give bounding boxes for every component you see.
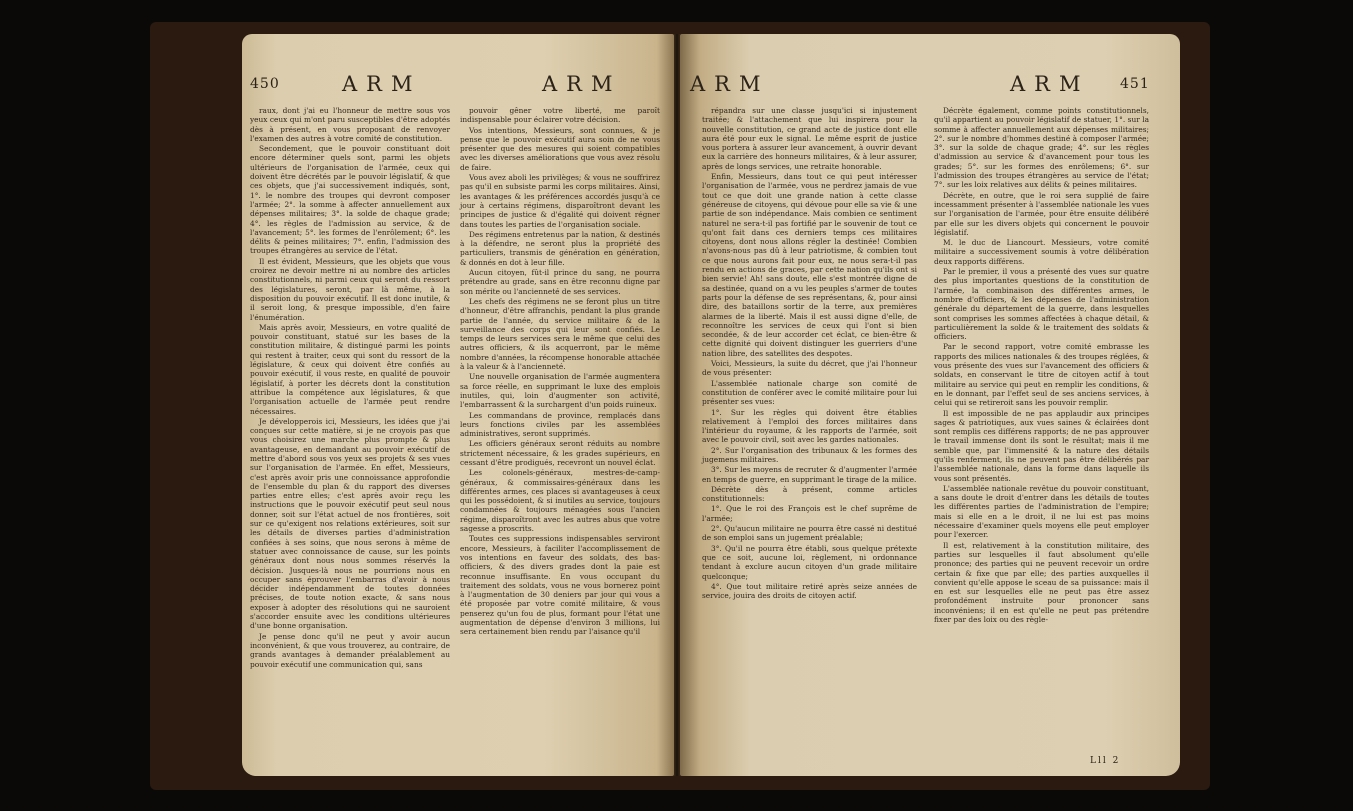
paragraph: Toutes ces suppressions indispensables serviront encore, Messieurs, à faciliter l'accomplissement de vos intentions en faveur des soldats, des bas-officiers, & des divers grades dont la paie est reconnue insuffisante. En vous occupant du traitement des soldats, vous ne vous bornerez point à l'augmentation de 30 deniers par jour qui vous a été proposée par votre comité militaire, & vous penserez qu'un fou de plus, formant pour l'état une augmentation de dépense d'environ 3 millions, lui sera certainement bien rendu par l'aisance qu'il xyxy=(460,534,660,637)
running-head: ARM xyxy=(342,72,422,96)
paragraph: pouvoir gêner votre liberté, me paroît indispensable pour éclairer votre décision. xyxy=(460,106,660,125)
paragraph: 2°. Qu'aucun militaire ne pourra être cassé ni destitué de son emploi sans un jugement préalable; xyxy=(702,524,917,543)
paragraph: 3°. Qu'il ne pourra être établi, sous quelque prétexte que ce soit, aucune loi, règlement, ni ordonnance tendant à exclure aucun citoyen d'un grade militaire quelconque; xyxy=(702,543,917,581)
paragraph: Des régimens entretenus par la nation, & destinés à la défendre, ne seront plus la propriété des particuliers, transmis de génération en génération, & donnés en dot à leur fille. xyxy=(460,229,660,267)
paragraph: Il est impossible de ne pas applaudir aux principes sages & patriotiques, aux vues saines & éclairées dont sont remplis ces différens rapports; de ne pas approuver le travail immense dont ils sont le résultat; mais il me semble que, par l'immensité & la nature des détails qu'ils renferment, ils ne peuvent pas être délibérés par l'assemblée nationale, dans la forme dans laquelle ils vous sont présentés. xyxy=(934,408,1149,483)
paragraph: Les commandans de province, remplacés dans leurs fonctions civiles par les assemblées administratives, seront supprimés. xyxy=(460,410,660,439)
paragraph: Par le second rapport, votre comité embrasse les rapports des milices nationales & des troupes réglées, & vous présente des vues sur l'avancement des officiers & soldats, en conservant le titre de citoyen actif à tout militaire au service qui peut en remplir les conditions, & en le donnant, par l'effet seul de ses anciens services, à celui qui se retireroit sans les pouvoir remplir. xyxy=(934,342,1149,408)
paragraph: Il est, relativement à la constitution militaire, des parties sur lesquelles il faut absolument qu'elle prononce; des parties qui ne peuvent recevoir un ordre certain & fixe que par elle; des parties auxquelles il convient qu'elle appose le sceau de sa puissance: mais il en est sur lesquelles elle ne peut pas être assez profondément instruite pour prononcer sans inconvéniens; il en est qu'elle ne peut pas prétendre fixer par des loix ou des règle- xyxy=(934,540,1149,625)
paragraph: Mais après avoir, Messieurs, en votre qualité de pouvoir constituant, statué sur les bases de la constitution militaire, & distingué parmi les points qui restent à traiter, ceux qui sont du ressort de la législature, & ceux qui doivent être confiés au pouvoir exécutif, il vous reste, en qualité de pouvoir législatif, à porter les décrets dont la constitution attribue la compétence aux législatures, & que l'organisation actuelle de l'armée peut rendre nécessaires. xyxy=(250,322,450,416)
left-column-1 xyxy=(250,106,450,670)
paragraph: Par le premier, il vous a présenté des vues sur quatre des plus importantes questions de la constitution de l'armée, la combinaison des différentes armes, le nombre d'officiers, & les dépenses de l'administration générale du département de la guerre, dans lesquelles sont comprises les sommes affectées à chaque détail, & particulièrement la solde & le traitement des soldats & officiers. xyxy=(934,267,1149,342)
paragraph: Je pense donc qu'il ne peut y avoir aucun inconvénient, & que vous trouverez, au contraire, de grands avantages à demander préalablement au pouvoir exécutif une communication qui, sans xyxy=(250,631,450,669)
paragraph: Il est évident, Messieurs, que les objets que vous croirez ne devoir mettre ni au nombre des articles constitutionnels, ni parmi ceux qui seront du ressort des législatures, seront, par là même, à la disposition du pouvoir exécutif. Il est donc inutile, & il seroit long, & presque impossible, d'en faire l'énumération. xyxy=(250,256,450,322)
paragraph: Les colonels-généraux, mestres-de-camp-généraux, & commissaires-généraux dans les différentes armes, ces places si avantageuses à ceux qui les possédoient, & si inutiles au service, toujours condamnées & toujours ménagées sous l'ancien régime, disparoîtront avec les autres abus que votre sagesse a proscrits. xyxy=(460,468,660,534)
paragraph: répandra sur une classe jusqu'ici si injustement traitée; & l'attachement que lui inspirera pour la nouvelle constitution, ce grand acte de justice dont elle aura été pour eux le signal. Le même esprit de justice vous portera à assurer leur avancement, à ouvrir devant eux la carrière des honneurs militaires, & à leur assurer, après de longs services, une retraite honorable. xyxy=(702,106,917,171)
paragraph: L'assemblée nationale revêtue du pouvoir constituant, a sans doute le droit d'entrer dans les détails de toutes les différentes parties de l'administration de l'empire; mais si elle en a le droit, il ne lui est pas moins nécessaire d'examiner quels moyens elle peut employer pour l'exercer. xyxy=(934,483,1149,540)
running-head-repeat: ARM xyxy=(542,72,622,96)
paragraph: Les officiers généraux seront réduits au nombre strictement nécessaire, & les grades supérieurs, en cessant d'être prodigués, recevront un nouvel éclat. xyxy=(460,439,660,467)
right-page-header xyxy=(680,72,1180,102)
paragraph: 2°. Sur l'organisation des tribunaux & les formes des jugemens militaires. xyxy=(702,445,917,464)
left-page-header xyxy=(242,72,674,102)
paragraph: 1°. Sur les règles qui doivent être établies relativement à l'emploi des forces militaires dans l'intérieur du royaume, & les rapports de l'armée, soit avec le pouvoir civil, soit avec les gardes nationales. xyxy=(702,407,917,445)
paragraph: Je développerois ici, Messieurs, les idées que j'ai conçues sur cette matière, si je ne croyois pas que vous choisirez une marche plus prompte & plus avantageuse, en demandant au pouvoir exécutif de mettre d'abord sous vos yeux ses projets & ses vues sur l'organisation de l'armée. En effet, Messieurs, c'est après avoir pris une connoissance approfondie de l'ensemble du plan & du rapport des diverses parties entre elles; c'est après avoir reçu les instructions que le pouvoir exécutif peut seul nous donner, soit sur l'état actuel de nos frontières, soit sur ce qu'exigent nos relations extérieures, soit sur les détails de diverses parties d'administration confiées à ses soins, que nous serons à même de statuer avec connoissance de cause, sur les points généraux dont nous nous sommes réservés la décision. Jusques-là nous ne pourrions nous en occuper sans éprouver l'embarras d'avoir à nous décider indépendamment de toutes données précises, de toute notion exacte, & sans nous exposer à adopter des résolutions qui ne sauroient s'accorder ensuite avec les conditions ultérieures d'une bonne organisation. xyxy=(250,416,450,631)
paragraph: Secondement, que le pouvoir constituant doit encore déterminer quels sont, parmi les objets ultérieurs de l'organisation de l'armée, ceux qui doivent être décrétés par le pouvoir législatif, & que ces objets, que j'ai successivement indiqués, sont, 1°. le nombre des troupes qui devront composer l'armée; 2°. la somme à affecter annuellement aux dépenses militaires; 3°. la solde de chaque grade; 4°. les règles de l'admission au service, & de l'avancement; 5°. les formes de l'enrôlement; 6°. les délits & peines militaires; 7°. enfin, l'admission des troupes étrangères au service de l'état. xyxy=(250,144,450,256)
paragraph: Vous avez aboli les privilèges; & vous ne souffrirez pas qu'il en subsiste parmi les corps militaires. Ainsi, les avantages & les préférences accordés jusqu'à ce jour à certains régimens, disparoîtront devant les principes de justice & d'égalité qui doivent régner dans toutes les parties de l'organisation sociale. xyxy=(460,173,660,229)
paragraph: Aucun citoyen, fût-il prince du sang, ne pourra prétendre au grade, sans en être reconnu digne par son mérite ou l'ancienneté de ses services. xyxy=(460,268,660,296)
paragraph: Décrète dès à présent, comme articles constitutionnels: xyxy=(702,484,917,504)
running-head-repeat: ARM xyxy=(1010,72,1090,96)
paragraph: L'assemblée nationale charge son comité de constitution de conférer avec le comité militaire pour lui présenter ses vues: xyxy=(702,378,917,407)
right-column-1 xyxy=(702,106,917,601)
paragraph: Les chefs des régimens ne se feront plus un titre d'honneur, d'être affranchis, pendant la plus grande partie de l'année, du service militaire & de la surveillance des corps qui leur sont confiés. Le temps de leurs services sera le même que celui des autres officiers, & ils acquerront, par le même nombre d'années, la récompense honorable attachée à la valeur & à l'ancienneté. xyxy=(460,296,660,372)
paragraph: Décrète, en outre, que le roi sera supplié de faire incessamment présenter à l'assemblée nationale les vues sur l'organisation de l'armée, pour être ensuite délibéré par elle sur les divers objets qui concernent le pouvoir législatif. xyxy=(934,190,1149,237)
left-page xyxy=(242,34,674,776)
paragraph: 4°. Que tout militaire retiré après seize années de service, jouira des droits de citoyen actif. xyxy=(702,581,917,601)
open-book xyxy=(150,22,1210,790)
paragraph: Vos intentions, Messieurs, sont connues, & je pense que le pouvoir exécutif aura soin de ne vous présenter que des mesures qui soient compatibles avec les diverses améliorations que vous avez résolu de faire. xyxy=(460,125,660,172)
page-number: 450 xyxy=(250,76,280,92)
paragraph: 3°. Sur les moyens de recruter & d'augmenter l'armée en temps de guerre, en supprimant le tirage de la milice. xyxy=(702,465,917,484)
running-head: ARM xyxy=(690,72,770,96)
paragraph: Voici, Messieurs, la suite du décret, que j'ai l'honneur de vous présenter: xyxy=(702,359,917,378)
signature-mark: Lll 2 xyxy=(1090,756,1121,766)
paragraph: raux, dont j'ai eu l'honneur de mettre sous vos yeux ceux qui m'ont paru susceptibles d'être adoptés dès à présent, en vous proposant de renvoyer l'examen des autres à votre comité de constitution. xyxy=(250,106,450,143)
page-number: 451 xyxy=(1120,76,1150,92)
right-column-2 xyxy=(934,106,1149,625)
paragraph: 1°. Que le roi des François est le chef suprême de l'armée; xyxy=(702,504,917,523)
left-column-2 xyxy=(460,106,660,638)
paragraph: Décrète également, comme points constitutionnels, qu'il appartient au pouvoir législatif de statuer, 1°. sur la somme à affecter annuellement aux dépenses militaires; 2°. sur le nombre d'hommes destiné à composer l'armée; 3°. sur la solde de chaque grade; 4°. sur les règles d'admission au service & d'avancement pour tous les grades; 5°. sur les formes des enrôlemens; 6°. sur l'admission des troupes étrangères au service de l'état; 7°. sur les loix relatives aux délits & peines militaires. xyxy=(934,106,1149,190)
paragraph: Une nouvelle organisation de l'armée augmentera sa force réelle, en supprimant le luxe des emplois inutiles, qui, loin d'augmenter son activité, l'embarrassent & la surchargent d'un poids ruineux. xyxy=(460,372,660,410)
right-page xyxy=(680,34,1180,776)
paragraph: M. le duc de Liancourt. Messieurs, votre comité militaire a successivement soumis à votre délibération deux rapports différens. xyxy=(934,238,1149,266)
paragraph: Enfin, Messieurs, dans tout ce qui peut intéresser l'organisation de l'armée, vous ne perdrez jamais de vue tout ce que doit une grande nation à cette classe généreuse de citoyens, qui dévoue pour elle sa vie & une partie de son indépendance. Mais combien ce sentiment naturel ne sera-t-il pas fortifié par le souvenir de tout ce qu'ont fait dans ces derniers temps ces militaires citoyens, dont nous allons régler la destinée! Combien n'avons-nous pas dû à leur patriotisme, & combien tout ce que nous aurons fait pour eux, ne nous sera-t-il pas rendu en actions de graces, par cette nation qu'ils ont si bien servie! Ah! sans doute, elle s'est montrée digne de sa destinée, quand on a vu les peuples s'armer de toutes parts pour la défense de ses représentans, &, pour ainsi dire, des bataillons sortir de la terre, aux premières alarmes de la liberté. Mais il est aussi digne d'elle, de reconnoître les services de ceux qui l'ont si bien secondée, & de leur accorder cet éclat, ce bien-être & cette dignité qui doivent distinguer les guerriers d'une nation libre, des satellites des despotes. xyxy=(702,172,917,358)
